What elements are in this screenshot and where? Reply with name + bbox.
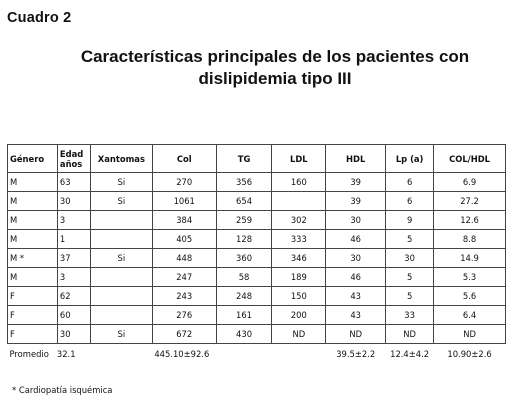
header-tg: TG [216,145,272,173]
cell-genero: M [8,211,58,230]
summary-label-cell [8,344,91,365]
cell-xantomas: Si [90,249,152,268]
patients-table [7,144,506,364]
cell-col-hdl: 5.6 [434,287,506,306]
cell-col: 448 [152,249,216,268]
cell-ldl: 189 [272,268,326,287]
cell-col-hdl: 5.3 [434,268,506,287]
cell-hdl: 39 [326,192,386,211]
cell-edad: 63 [57,173,90,192]
cell-genero: M * [8,249,58,268]
cell-xantomas [90,268,152,287]
cell-genero: M [8,268,58,287]
table-title-line1: Características principales de los pacientes con [80,47,470,66]
table-row [8,306,506,325]
summary-edad: 32.1 [56,349,76,359]
cell-edad: 3 [57,211,90,230]
cell-genero: F [8,287,58,306]
cell-col-hdl: 14.9 [434,249,506,268]
cell-genero: M [8,173,58,192]
cell-edad: 62 [57,287,90,306]
header-ldl: LDL [272,145,326,173]
cell-lpa: 5 [386,287,434,306]
table-body [8,173,506,344]
cell-col-hdl: 6.9 [434,173,506,192]
header-col-hdl: COL/HDL [434,145,506,173]
cell-edad: 37 [57,249,90,268]
table-header-row [8,145,506,173]
table-title-line2: dislipidemia tipo III [198,69,352,88]
cell-ldl: 333 [272,230,326,249]
table-row [8,325,506,344]
table-row [8,173,506,192]
cell-edad: 30 [57,325,90,344]
cell-edad: 3 [57,268,90,287]
cell-tg: 654 [216,192,272,211]
summary-empty [90,344,152,365]
cell-xantomas [90,211,152,230]
cell-lpa: ND [386,325,434,344]
cell-col: 243 [152,287,216,306]
cell-genero: M [8,230,58,249]
cell-tg: 128 [216,230,272,249]
table-row [8,249,506,268]
header-edad: Edad años [57,145,90,173]
summary-col: 445.10±92.6 [154,349,210,359]
table-row [8,230,506,249]
cell-col-hdl: 6.4 [434,306,506,325]
cell-lpa: 5 [386,268,434,287]
cell-ldl: 346 [272,249,326,268]
cell-edad: 60 [57,306,90,325]
cell-edad: 30 [57,192,90,211]
cell-lpa: 30 [386,249,434,268]
cell-xantomas: Si [90,192,152,211]
cell-hdl: 39 [326,173,386,192]
cell-col: 1061 [152,192,216,211]
table-label: Cuadro 2 [7,10,72,26]
cell-xantomas: Si [90,173,152,192]
summary-empty [272,344,326,365]
cell-hdl: 46 [326,268,386,287]
summary-hdl: 39.5±2.2 [336,349,376,359]
footnote: * Cardiopatía isquémica [12,385,113,395]
cell-hdl: 30 [326,211,386,230]
cell-xantomas: Si [90,325,152,344]
cell-col-hdl: 27.2 [434,192,506,211]
cell-ldl: ND [272,325,326,344]
cell-col-hdl: ND [434,325,506,344]
cell-tg: 161 [216,306,272,325]
cell-col: 384 [152,211,216,230]
summary-lp: 12.4±4.2 [390,349,430,359]
cell-col-hdl: 8.8 [434,230,506,249]
cell-col: 247 [152,268,216,287]
cell-ldl: 200 [272,306,326,325]
cell-ldl [272,192,326,211]
cell-col: 405 [152,230,216,249]
cell-col: 276 [152,306,216,325]
cell-tg: 248 [216,287,272,306]
cell-tg: 259 [216,211,272,230]
cell-hdl: ND [326,325,386,344]
cell-genero: M [8,192,58,211]
cell-hdl: 46 [326,230,386,249]
cell-col: 270 [152,173,216,192]
cell-xantomas [90,306,152,325]
cell-col-hdl: 12.6 [434,211,506,230]
cell-lpa: 6 [386,173,434,192]
cell-xantomas [90,287,152,306]
header-hdl: HDL [326,145,386,173]
table-row [8,211,506,230]
cell-col: 672 [152,325,216,344]
table-row [8,192,506,211]
cell-hdl: 43 [326,306,386,325]
cell-tg: 360 [216,249,272,268]
header-col: Col [152,145,216,173]
table-row [8,268,506,287]
table-row [8,287,506,306]
cell-ldl: 150 [272,287,326,306]
cell-lpa: 5 [386,230,434,249]
cell-lpa: 33 [386,306,434,325]
cell-genero: F [8,306,58,325]
cell-edad: 1 [57,230,90,249]
header-genero: Género [8,145,58,173]
header-xantomas: Xantomas [90,145,152,173]
summary-col-hdl: 10.90±2.6 [447,349,492,359]
cell-xantomas [90,230,152,249]
cell-tg: 58 [216,268,272,287]
summary-label: Promedio [9,349,49,359]
summary-row [8,344,506,365]
cell-lpa: 9 [386,211,434,230]
cell-genero: F [8,325,58,344]
cell-tg: 356 [216,173,272,192]
cell-ldl: 160 [272,173,326,192]
cell-lpa: 6 [386,192,434,211]
cell-hdl: 30 [326,249,386,268]
cell-hdl: 43 [326,287,386,306]
cell-ldl: 302 [272,211,326,230]
cell-tg: 430 [216,325,272,344]
header-lpa: Lp (a) [386,145,434,173]
